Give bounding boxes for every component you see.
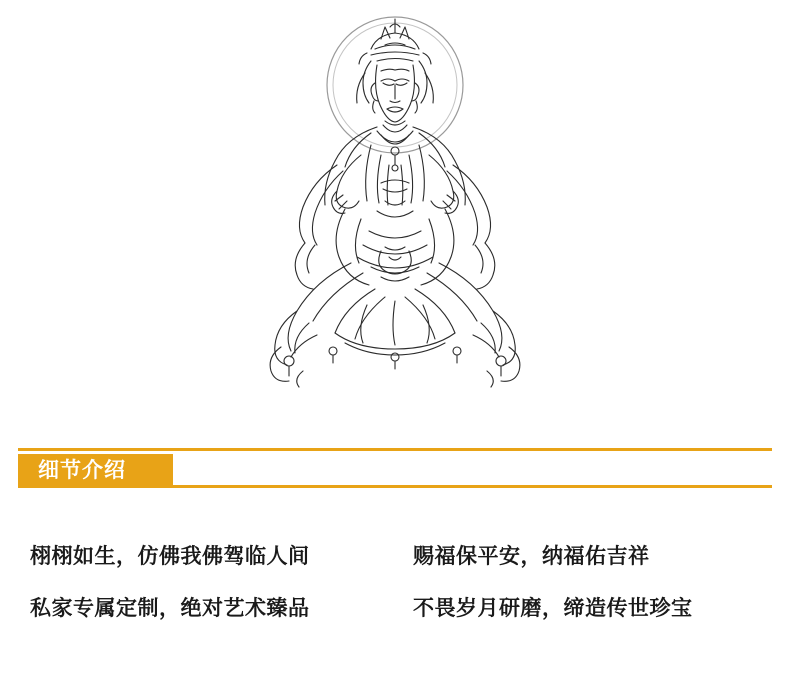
section-heading-bar (18, 448, 772, 488)
feature-row (18, 592, 772, 622)
feature-text: 栩栩如生，仿佛我佛驾临人间 (30, 545, 310, 568)
feature-text: 不畏岁月研磨，缔造传世珍宝 (413, 597, 693, 620)
feature-text-block (18, 540, 772, 644)
guanyin-illustration (185, 5, 605, 425)
section-heading-title: 细节介绍 (38, 459, 126, 482)
feature-text: 私家专属定制，绝对艺术臻品 (30, 597, 310, 620)
feature-text: 赐福保平安，纳福佑吉祥 (413, 545, 650, 568)
feature-row (18, 540, 772, 570)
